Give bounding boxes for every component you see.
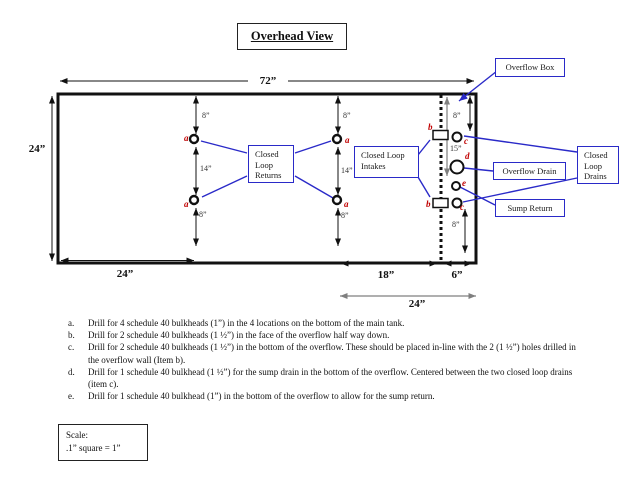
note-c-text: Drill for 2 schedule 40 bulkheads (1 ½”) in the bottom of the overflow. These should be placed in-line with the 2 (1 ½”) holes drilled in the overflow wall (Item b). — [88, 342, 576, 365]
note-c-letter: c. — [68, 342, 75, 353]
callout-sump-return — [495, 199, 565, 217]
dim-label-overflow-bottom: 8” — [452, 220, 460, 229]
marker-e: e — [462, 178, 466, 188]
dim-label-left-24: 24” — [28, 143, 46, 155]
marker-a-1: a — [184, 133, 189, 143]
marker-a-3: a — [345, 135, 350, 145]
callout-overflow-box-label: Overflow Box — [505, 62, 555, 73]
note-e — [68, 390, 584, 402]
note-b-text: Drill for 2 schedule 40 bulkheads (1 ½”) in the face of the overflow half way down. — [88, 330, 390, 341]
note-a-letter: a. — [68, 318, 75, 328]
callout-returns-line2: Loop — [255, 159, 273, 170]
leader-returns-2 — [202, 176, 247, 197]
dim-label-18: 18” — [377, 269, 395, 281]
note-b-letter: b. — [68, 330, 75, 341]
drill-point-a-4 — [333, 196, 341, 204]
scale-label: Scale: — [66, 430, 88, 440]
callout-closed-loop-returns — [248, 145, 294, 183]
dim-label-overflow-top: 8” — [453, 111, 461, 120]
dim-label-bottom-24: 24” — [116, 268, 134, 280]
leader-returns-3 — [295, 141, 331, 153]
callout-overflow-box — [495, 58, 565, 77]
dim-label-intakes-mid: 14” — [341, 166, 353, 175]
drill-point-b-top — [433, 131, 448, 140]
note-a — [68, 317, 584, 329]
scale-value: .1” square = 1” — [66, 442, 121, 453]
drill-point-a-3 — [333, 135, 341, 143]
callout-sump-return-label: Sump Return — [507, 202, 553, 213]
dim-label-returns-mid: 14” — [200, 164, 212, 173]
callout-drains-line3: Drains — [584, 171, 607, 181]
callout-overflow-drain — [493, 162, 566, 180]
note-d — [68, 366, 584, 390]
marker-a-2: a — [184, 199, 189, 209]
leader-intakes-1 — [418, 140, 430, 155]
note-e-letter: e. — [68, 391, 75, 402]
callout-intakes-line1: Closed Loop — [361, 150, 405, 160]
callout-returns-line1: Closed — [255, 149, 279, 159]
leader-overflow-box-arrow — [459, 71, 497, 101]
note-c — [68, 341, 584, 365]
leader-returns-1 — [201, 141, 247, 153]
drill-point-c-top — [453, 133, 462, 142]
marker-c-bottom: c — [460, 202, 464, 212]
drill-point-b-bottom — [433, 199, 448, 208]
dim-label-returns-top: 8” — [202, 111, 210, 120]
drill-point-e — [452, 182, 460, 190]
callout-closed-loop-intakes — [354, 146, 419, 178]
leader-drains-top — [464, 136, 577, 152]
dim-label-intakes-top: 8” — [343, 111, 351, 120]
title-box — [237, 23, 347, 50]
callout-closed-loop-drains — [577, 146, 619, 184]
drill-point-d — [451, 161, 464, 174]
callout-drains-line1: Closed — [584, 150, 608, 160]
dim-label-72: 72” — [248, 76, 288, 87]
callout-intakes-line2: Intakes — [361, 160, 386, 171]
note-b — [68, 329, 584, 341]
scale-box — [58, 424, 148, 461]
marker-c-top: c — [464, 136, 468, 146]
callout-overflow-drain-label: Overflow Drain — [502, 165, 557, 176]
note-d-letter: d. — [68, 366, 75, 377]
leader-overflow-drain — [464, 168, 493, 171]
dim-label-intakes-bottom: 8” — [341, 211, 349, 220]
marker-d: d — [465, 151, 470, 161]
notes-list — [68, 317, 584, 402]
dim-label-6: 6” — [451, 269, 463, 281]
note-d-text: Drill for 1 schedule 40 bulkhead (1 ½”) for the sump drain in the bottom of the overflow. Centered between the two closed loop drains (item c). — [88, 366, 573, 390]
leader-intakes-2 — [418, 177, 430, 197]
dim-label-returns-bottom: 8” — [199, 210, 207, 219]
marker-a-4: a — [344, 199, 349, 209]
marker-b-bottom: b — [426, 199, 431, 209]
note-e-text: Drill for 1 schedule 40 bulkhead (1”) in the bottom of the overflow to allow for the sump return. — [88, 391, 435, 402]
dim-label-overflow-drain-depth: 15” — [450, 144, 462, 153]
leader-returns-4 — [295, 176, 333, 198]
drill-point-a-2 — [190, 196, 198, 204]
page-title: Overhead View — [250, 29, 334, 43]
note-a-text: Drill for 4 schedule 40 bulkheads (1”) in the 4 locations on the bottom of the main tank. — [88, 318, 405, 328]
callout-drains-line2: Loop — [584, 160, 602, 171]
callout-returns-line3: Returns — [255, 170, 282, 180]
drill-point-a-1 — [190, 135, 198, 143]
marker-b-top: b — [428, 122, 433, 132]
dim-label-overflow-span-24: 24” — [408, 298, 426, 310]
